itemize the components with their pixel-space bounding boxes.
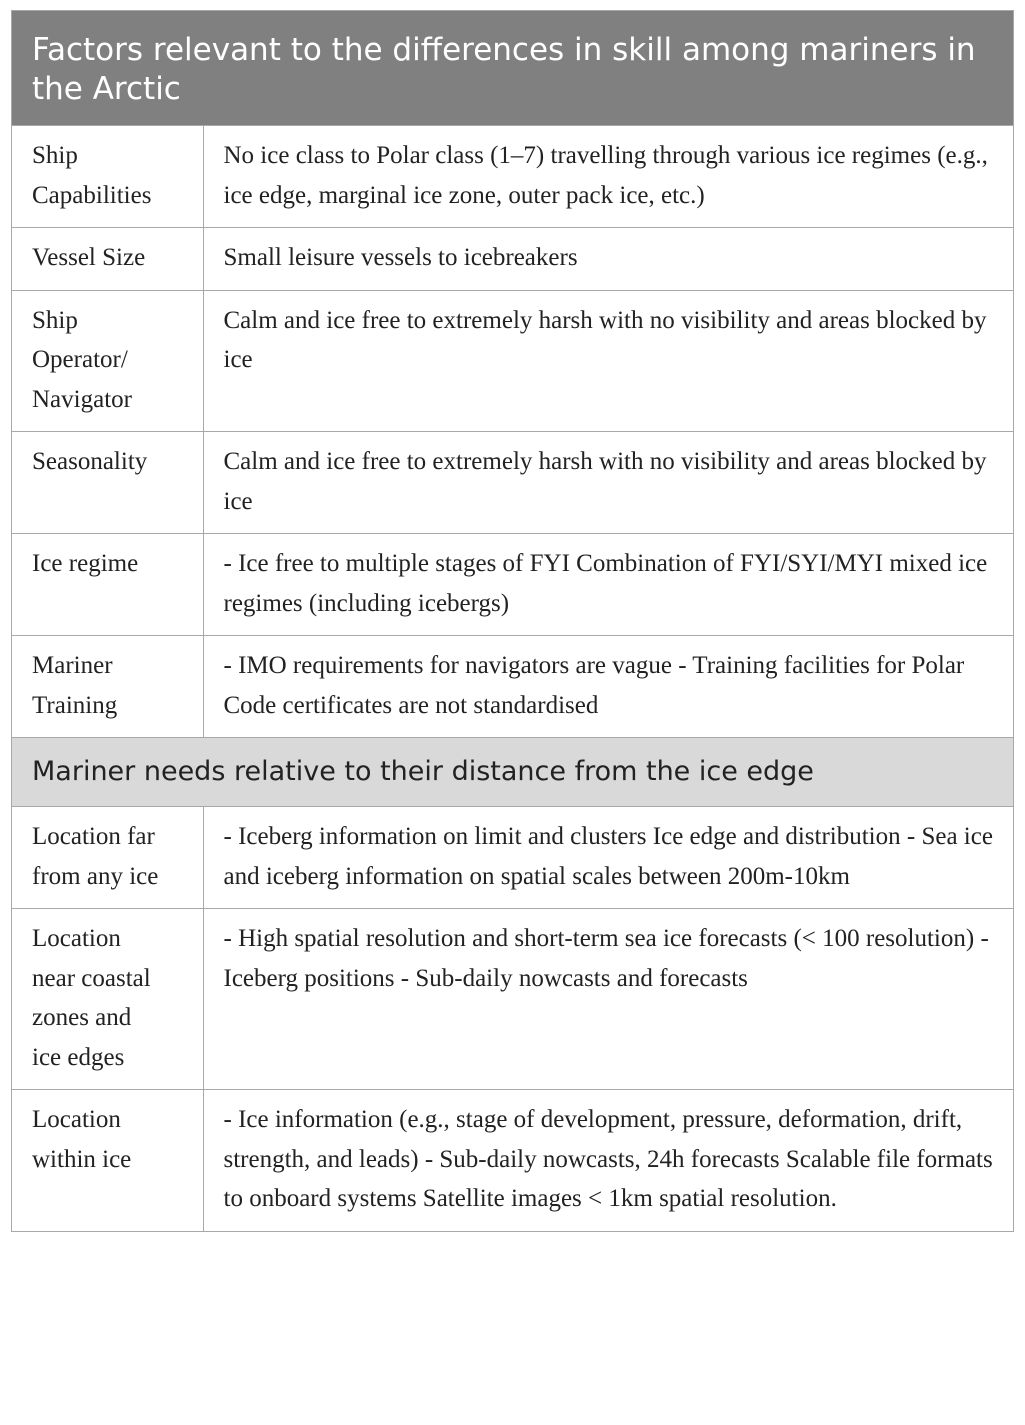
- factor-label: [12, 534, 203, 636]
- label-line: within ice: [32, 1145, 132, 1173]
- desc-line: regimes (including icebergs): [223, 589, 510, 617]
- table-row: [12, 1090, 1013, 1231]
- table-row: [12, 807, 1013, 909]
- table-row: [12, 534, 1013, 636]
- factor-label: [12, 228, 203, 291]
- factor-label: [12, 290, 203, 432]
- factor-description: [203, 290, 1013, 432]
- label-line: zones and: [32, 1004, 132, 1031]
- desc-line: Calm and ice free to extremely harsh with no visibility and areas blocked by ice: [223, 448, 987, 515]
- section-title: Mariner needs relative to their distance from the ice edge: [12, 738, 1013, 807]
- label-line: ice edges: [32, 1043, 125, 1071]
- table-row: [12, 126, 1013, 228]
- desc-line: - IMO requirements for navigators are vague - Training facilities for Polar Code certificates are not standardised: [223, 652, 965, 719]
- desc-line: Small leisure vessels to icebreakers: [223, 244, 578, 271]
- label-line: Capabilities: [32, 181, 152, 209]
- label-line: Seasonality: [32, 448, 148, 475]
- factor-label: [12, 636, 203, 738]
- desc-line: - High spatial resolution and short-term sea ice forecasts (< 100 resolution) - Iceberg positions - Sub-daily nowcasts and forecasts: [223, 925, 989, 992]
- label-line: Operator/: [32, 346, 128, 373]
- factor-description: [203, 228, 1013, 291]
- label-line: from any ice: [32, 862, 159, 890]
- table-row: [12, 432, 1013, 534]
- need-description: [203, 807, 1013, 909]
- table-row: [12, 228, 1013, 291]
- main-title-row: [12, 11, 1013, 126]
- desc-line: - Ice free to multiple stages of FYI Combination of FYI/SYI/MYI mixed ice: [223, 550, 988, 577]
- factor-description: [203, 636, 1013, 738]
- need-description: [203, 1090, 1013, 1231]
- label-line: near coastal: [32, 964, 151, 992]
- desc-line: - Ice information (e.g., stage of development, pressure, deformation, drift, strength, and leads) - Sub-daily nowcasts, 24h forecasts Scalable file formats to onboard systems Satellite images < 1km spatial resolution.: [223, 1106, 993, 1212]
- table-row: [12, 909, 1013, 1090]
- need-label: [12, 807, 203, 909]
- label-line: Vessel Size: [32, 244, 146, 271]
- label-line: Location: [32, 1106, 121, 1133]
- factor-label: [12, 432, 203, 534]
- need-label: [12, 1090, 203, 1231]
- table: [12, 11, 1013, 1231]
- main-title: Factors relevant to the differences in skill among mariners in the Arctic: [12, 11, 1013, 126]
- factor-label: [12, 126, 203, 228]
- desc-line: No ice class to Polar class (1–7) travelling through various ice regimes (e.g., ice edge, marginal ice zone, outer pack ice, etc.): [223, 142, 988, 209]
- desc-line: Calm and ice free to extremely harsh with no visibility and areas blocked by ice: [223, 306, 987, 373]
- factor-description: [203, 126, 1013, 228]
- desc-line: - Iceberg information on limit and clusters Ice edge and distribution - Sea ice and iceberg information on spatial scales between 200m-10km: [223, 823, 993, 890]
- arctic-mariner-table: [11, 10, 1014, 1232]
- label-line: Ship: [32, 142, 78, 169]
- table-row: [12, 290, 1013, 432]
- need-label: [12, 909, 203, 1090]
- factor-description: [203, 432, 1013, 534]
- label-line: Mariner: [32, 652, 113, 679]
- label-line: Training: [32, 691, 118, 719]
- label-line: Ship: [32, 306, 78, 334]
- label-line: Location: [32, 925, 121, 952]
- need-description: [203, 909, 1013, 1090]
- label-line: Ice regime: [32, 550, 139, 577]
- table-row: [12, 636, 1013, 738]
- section-title-row: [12, 738, 1013, 807]
- label-line: Location far: [32, 823, 155, 850]
- label-line: Navigator: [32, 385, 132, 413]
- factor-description: [203, 534, 1013, 636]
